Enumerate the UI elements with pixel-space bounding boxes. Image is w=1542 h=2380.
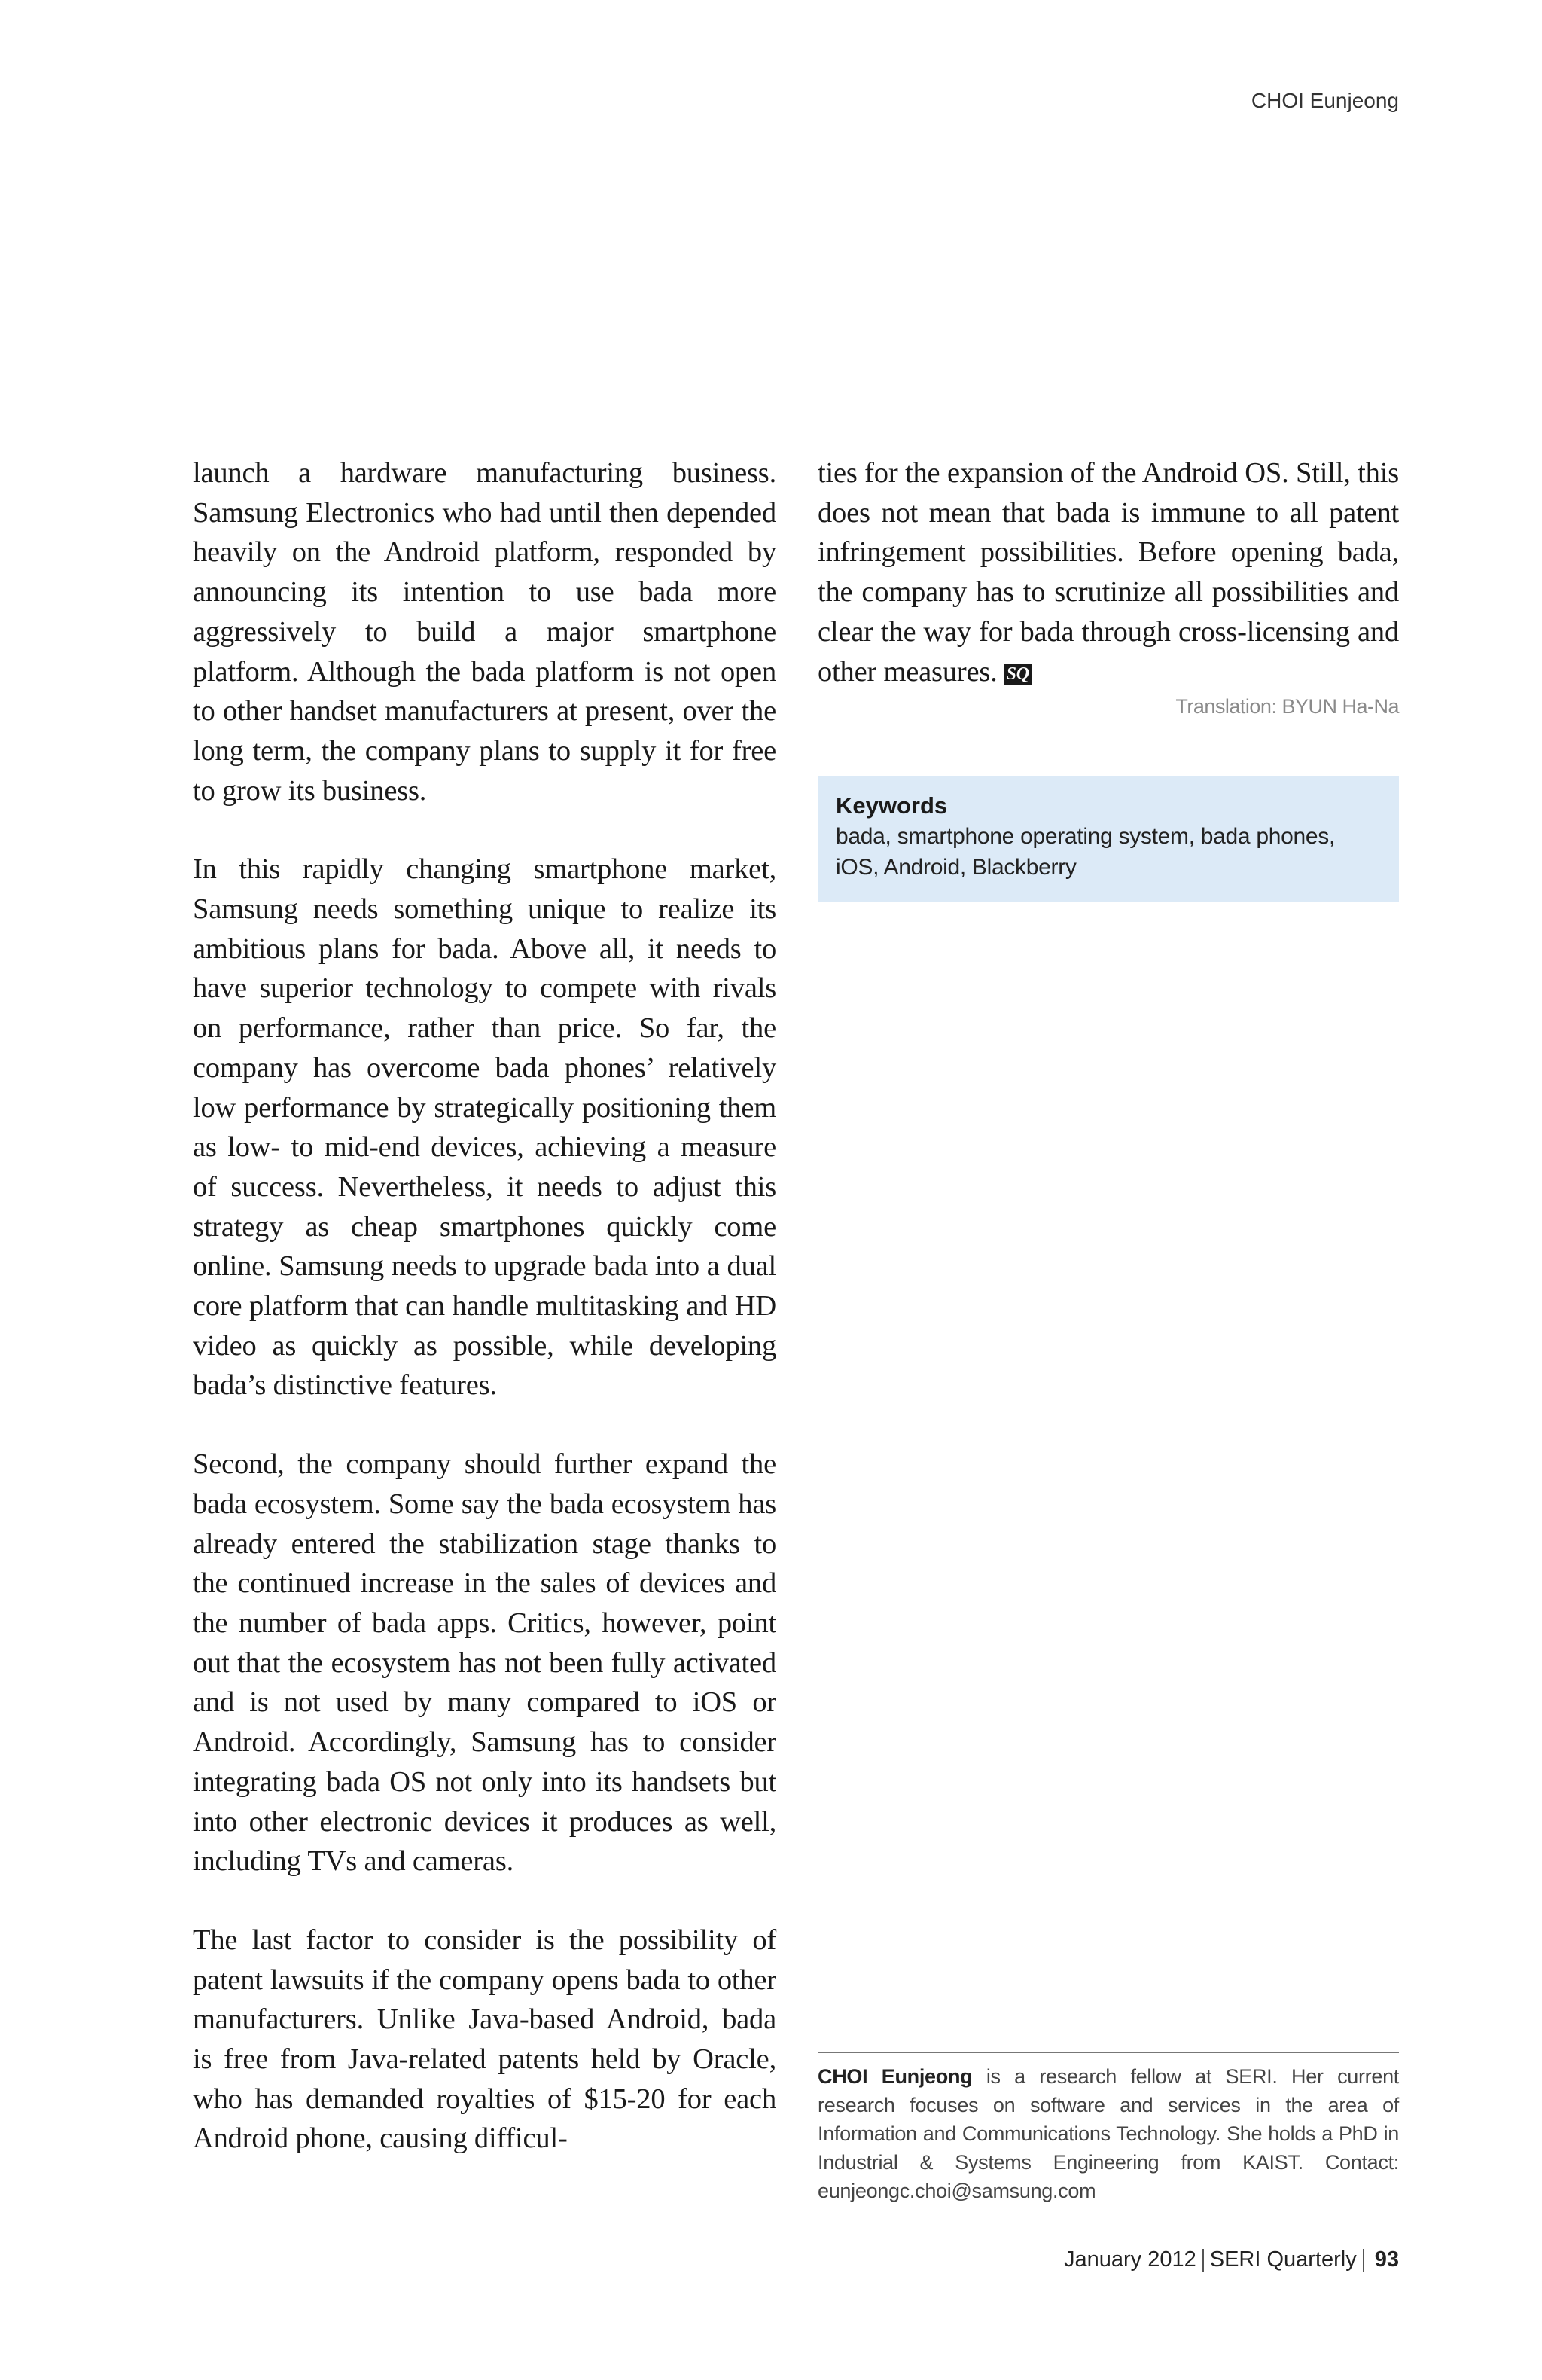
author-bio-text: is a research fellow at SERI. Her current research focuses on software and services in the area of Information and Communications Technology. She holds a PhD in Industrial & Systems Engineering from KAIST. Contact: eunjeongc.choi@samsung.com [818,2065,1400,2202]
body-paragraph: The last factor to consider is the possibility of patent lawsuits if the company opens bada to other manufacturers. Unlike Java-based Android, bada is free from Java-related patents held by Oracle, who has demanded royalties of $15-20 for each Android phone, causing difficul- [193,1924,776,2155]
body-paragraph: Second, the company should further expand the bada ecosystem. Some say the bada ecosystem has already entered the stabilization stage thanks to the continued increase in the sales of devices and the number of bada apps. Critics, however, point out that the ecosystem has not been fully activated and is not used by many compared to iOS or Android. Accordingly, Samsung has to consider integrating bada OS not only into its handsets but into other electronic devices it produces as well, including TVs and cameras. [193,1448,776,1878]
footer-publication: SERI Quarterly [1209,2247,1357,2272]
footer-issue: January 2012 [1063,2247,1196,2272]
body-paragraph: In this rapidly changing smartphone market, Samsung needs something unique to realize its ambitious plans for bada. Above all, it needs to have superior technology to compete with rivals on performance, rather than price. So far, the company has overcome bada phones’ relatively low performance by strategically positioning them as low- to mid-end devices, achieving a measure of success. Nevertheless, it needs to adjust this strategy as cheap smartphones quickly come online. Samsung needs to upgrade bada into a dual core platform that can handle multitasking and HD video as quickly as possible, while developing bada’s distinctive features. [193,853,776,1402]
page-footer [1064,2247,1399,2272]
end-mark-icon: SQ [1004,664,1032,685]
body-paragraph: launch a hardware manufacturing business. Samsung Electronics who had until then depended heavily on the Android platform, responded by announcing its intention to use bada more aggressively to build a major smartphone platform. Although the bada platform is not open to other handset manufacturers at present, over the long term, the company plans to supply it for free to grow its business. [193,457,776,807]
divider [1363,2249,1364,2272]
divider [818,2052,1399,2053]
left-column [193,453,776,2198]
keywords-box [818,776,1399,902]
page-number: 93 [1374,2247,1399,2272]
running-header-author: CHOI Eunjeong [1251,89,1399,112]
right-column [818,453,1399,727]
author-bio [818,2062,1399,2205]
keywords-title: Keywords [836,792,948,819]
translation-credit: Translation: BYUN Ha-Na [1175,695,1399,719]
body-paragraph [818,453,1399,691]
author-name: CHOI Eunjeong [818,2065,973,2088]
keywords-list: bada, smartphone operating system, bada phones, iOS, Android, Blackberry [836,824,1336,880]
body-paragraph-text: ties for the expansion of the Android OS. Still, this does not mean that bada is immune to all patent infringement possibilities. Before opening bada, the company has to scrutinize all possibilities and clear the way for bada through cross-licensing and other measures. [818,457,1399,688]
divider [1202,2249,1204,2272]
